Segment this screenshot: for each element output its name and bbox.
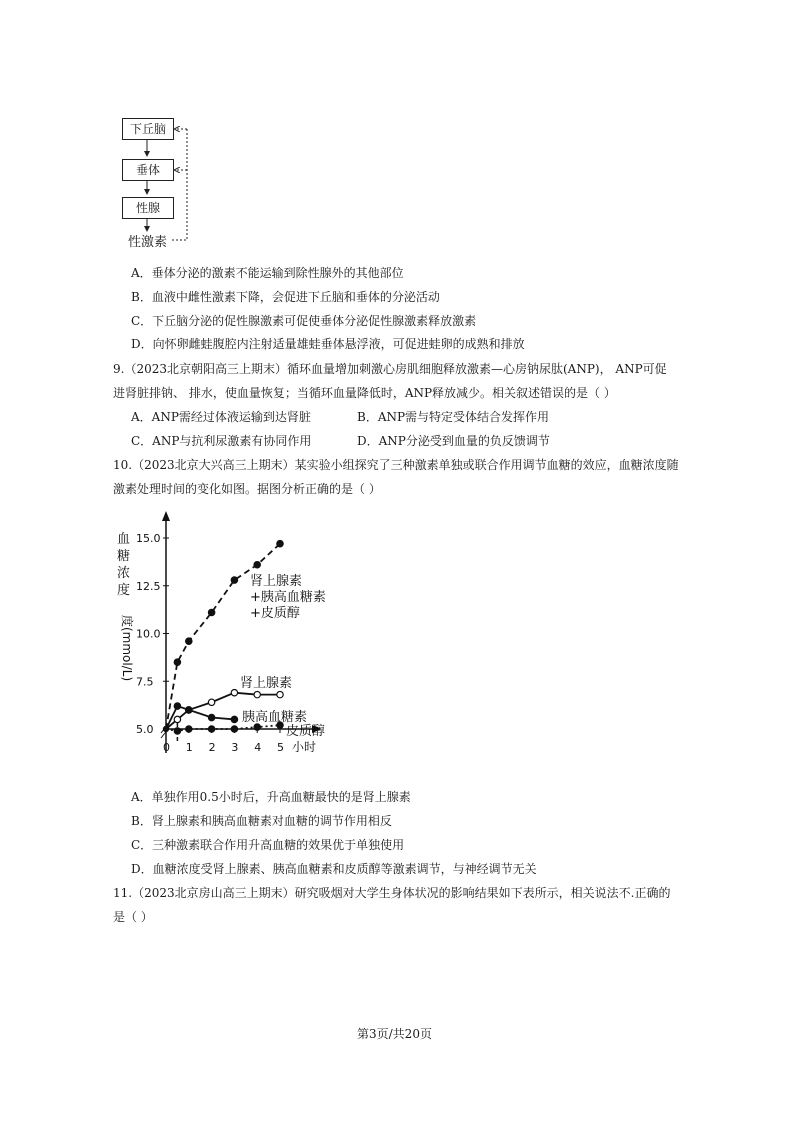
y-tick-label: 12.5 <box>136 579 161 593</box>
q8-option-d: D．向怀卵雌蛙腹腔内注射适量雄蛙垂体悬浮液，可促进蛙卵的成熟和排放 <box>131 337 525 351</box>
y-tick-label: 10.0 <box>136 627 161 641</box>
data-point <box>277 691 283 697</box>
x-tick-label: 3 <box>231 741 239 754</box>
q9-option-b: B．ANP需与特定受体结合发挥作用 <box>357 410 550 424</box>
y-axis-label-char: 浓 <box>117 566 131 581</box>
series-line <box>166 544 280 729</box>
q9-option-a: A．ANP需经过体液运输到达肾脏 <box>131 410 311 424</box>
q10-option-b: B．肾上腺素和胰高血糖素对血糖的调节作用相反 <box>131 814 392 828</box>
y-axis-unit: 度(mmol/L) <box>120 615 134 682</box>
data-point <box>231 577 237 583</box>
q9-stem-line1: 9.（2023北京朝阳高三上期末）循环血量增加刺激心房肌细胞释放激素—心房钠尿肽(ANP)， ANP可促 <box>113 362 667 376</box>
y-tick-label: 7.5 <box>136 675 154 689</box>
x-tick-label: 0 <box>163 741 170 754</box>
q11-stem-line2: 是（ ） <box>113 910 153 924</box>
data-point <box>174 659 180 665</box>
y-axis-arrow <box>162 511 170 521</box>
q10-stem-line2: 激素处理时间的变化如图。据图分析正确的是（ ） <box>113 482 381 496</box>
q9-option-c: C．ANP与抗利尿激素有协同作用 <box>131 434 312 448</box>
data-point <box>186 638 192 644</box>
q8-option-a: A．垂体分泌的激素不能运输到除性腺外的其他部位 <box>131 266 404 280</box>
series-label-combined: +胰高血糖素 <box>250 590 326 605</box>
data-point <box>174 703 180 709</box>
series-label-combined: 肾上腺素 <box>250 574 303 589</box>
series-label-cortisol: 皮质醇 <box>286 724 326 739</box>
page-footer: 第3页/共20页 <box>357 1027 432 1041</box>
q10-option-a: A．单独作用0.5小时后，升高血糖最快的是肾上腺素 <box>131 790 411 804</box>
y-axis-label-char: 血 <box>117 532 131 547</box>
x-axis-label: 小时 <box>292 740 317 754</box>
q10-option-d: D．血糖浓度受肾上腺素、胰高血糖素和皮质醇等激素调节，与神经调节无关 <box>131 862 537 876</box>
y-axis-label-char: 度 <box>117 583 131 598</box>
x-tick-label: 2 <box>208 741 216 754</box>
q8-option-b: B．血液中雌性激素下降，会促进下丘脑和垂体的分泌活动 <box>131 290 440 304</box>
data-point <box>208 699 214 705</box>
q10-option-c: C．三种激素联合作用升高血糖的效果优于单独使用 <box>131 838 405 852</box>
y-axis-label-char: 糖 <box>117 549 131 564</box>
gonad-box: 性腺 <box>122 197 174 219</box>
data-point <box>174 728 180 734</box>
data-point <box>231 716 237 722</box>
data-point <box>186 726 192 732</box>
q10-stem-line1: 10.（2023北京大兴高三上期末）某实验小组探究了三种激素单独或联合作用调节血糖的效应，血糖浓度随 <box>113 458 679 472</box>
pituitary-box: 垂体 <box>122 159 174 181</box>
x-tick-label: 4 <box>254 741 262 754</box>
data-point <box>186 707 192 713</box>
data-point <box>277 541 283 547</box>
data-point <box>231 726 237 732</box>
y-tick-label: 15.0 <box>136 532 161 545</box>
data-point <box>208 714 214 720</box>
series-label-combined: +皮质醇 <box>250 606 300 621</box>
data-point <box>174 716 180 722</box>
flow-arrows <box>0 0 200 250</box>
series-label-epinephrine: 肾上腺素 <box>240 676 293 691</box>
q9-stem-line2: 进肾脏排钠、 排水，使血量恢复；当循环血量降低时，ANP释放减少。相关叙述错误的是（ ） <box>113 386 616 400</box>
sex-hormone-label: 性激素 <box>128 235 168 250</box>
x-tick-label: 5 <box>277 741 284 754</box>
data-point <box>254 562 260 568</box>
data-point <box>208 609 214 615</box>
data-point <box>208 726 214 732</box>
x-tick-label: 1 <box>185 741 193 754</box>
data-point <box>231 690 237 696</box>
series-line <box>166 725 280 731</box>
blood-glucose-chart <box>100 505 360 785</box>
y-tick-label: 5.0 <box>136 723 154 736</box>
q9-option-d: D．ANP分泌受到血量的负反馈调节 <box>357 434 550 448</box>
series-label-glucagon: 胰高血糖素 <box>242 710 308 725</box>
data-point <box>254 691 260 697</box>
hypothalamus-box: 下丘脑 <box>122 118 174 140</box>
q11-stem-line1: 11.（2023北京房山高三上期末）研究吸烟对大学生身体状况的影响结果如下表所示，相关说法不.正确的 <box>113 886 671 900</box>
data-point <box>163 726 169 732</box>
q8-option-c: C．下丘脑分泌的促性腺激素可促使垂体分泌促性腺激素释放激素 <box>131 314 477 328</box>
